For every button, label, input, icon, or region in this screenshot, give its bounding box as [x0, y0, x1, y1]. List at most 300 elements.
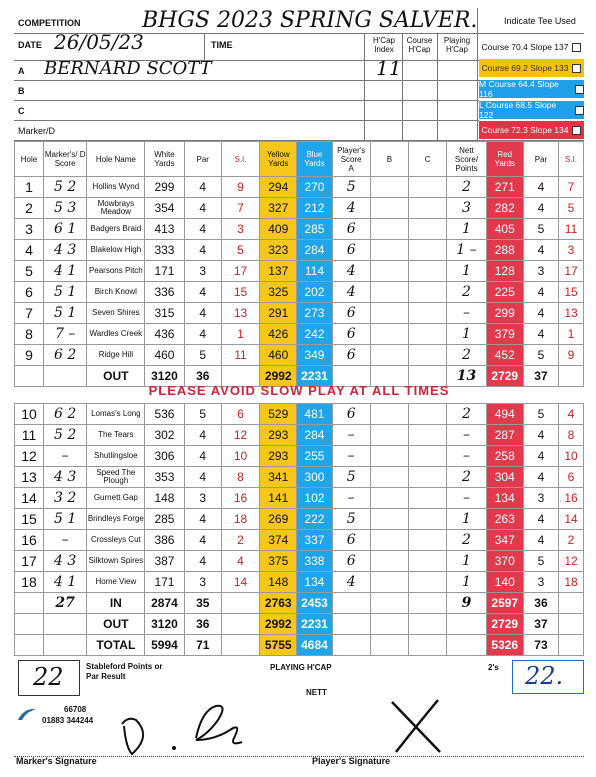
- tee-option-4[interactable]: [479, 121, 584, 139]
- nett-score[interactable]: 1: [447, 551, 486, 572]
- hole-row: [15, 324, 584, 345]
- total-label: OUT: [87, 614, 145, 635]
- yellow-yards: 269: [260, 509, 297, 530]
- date-label: DATE: [18, 40, 42, 50]
- red-yards: 288: [486, 240, 523, 261]
- blue-yards: 134: [297, 572, 332, 593]
- stroke-index-red: 8: [559, 425, 584, 446]
- marker-score[interactable]: 4 1: [43, 261, 86, 282]
- score-b[interactable]: [370, 240, 408, 261]
- tee-label: Course 69.2 Slope 133: [481, 63, 569, 73]
- blue-yards: 300: [297, 467, 332, 488]
- white-yards: 148: [145, 488, 184, 509]
- hcap-index-value: 11: [376, 56, 402, 80]
- hole-number: 11: [15, 425, 44, 446]
- stroke-index: 7: [221, 198, 259, 219]
- yellow-yards: 529: [260, 404, 297, 425]
- stroke-index: 11: [221, 345, 259, 366]
- hole-row: [15, 404, 584, 425]
- hole-number: 6: [15, 282, 44, 303]
- stroke-index: 15: [221, 282, 259, 303]
- total-blue: 4684: [297, 635, 332, 656]
- score-b[interactable]: [370, 404, 408, 425]
- hole-name: Ridge Hill: [87, 345, 145, 366]
- red-yards: 128: [486, 261, 523, 282]
- stroke-index-red: 3: [559, 240, 584, 261]
- col-nett: Nett Score/ Points: [447, 142, 486, 177]
- tee-label: Course 70.4 Slope 137: [481, 42, 569, 52]
- score-a[interactable]: –: [332, 488, 370, 509]
- marker-score[interactable]: –: [43, 530, 86, 551]
- nett-score[interactable]: –: [447, 303, 486, 324]
- blue-yards: 242: [297, 324, 332, 345]
- score-c[interactable]: [409, 303, 447, 324]
- stroke-index-red: 15: [559, 282, 584, 303]
- phone-code: 66708: [64, 705, 87, 714]
- hole-name: Hollins Wynd: [87, 177, 145, 198]
- blue-yards: 284: [297, 425, 332, 446]
- total-marker[interactable]: [43, 614, 86, 635]
- hole-name: Birch Knowl: [87, 282, 145, 303]
- col-si2: S.I.: [559, 142, 584, 177]
- hole-name: Silktown Spires: [87, 551, 145, 572]
- col-si: S.I.: [221, 142, 259, 177]
- tee-option-1[interactable]: [479, 59, 584, 77]
- total-marker[interactable]: 27: [43, 593, 86, 614]
- hole-name: Brindleys Forge: [87, 509, 145, 530]
- yellow-yards: 341: [260, 467, 297, 488]
- marker-score[interactable]: 6 1: [43, 219, 86, 240]
- score-a[interactable]: 4: [332, 572, 370, 593]
- score-a[interactable]: 4: [332, 261, 370, 282]
- marker-score[interactable]: 6 2: [43, 404, 86, 425]
- total-nett[interactable]: [447, 635, 486, 656]
- total-row: [15, 635, 584, 656]
- stroke-index-red: 9: [559, 345, 584, 366]
- playing-hcap-label: Playing H'Cap: [443, 36, 471, 54]
- par-red: 4: [523, 240, 558, 261]
- player-name: BERNARD SCOTT: [44, 58, 212, 79]
- marker-score[interactable]: 5 1: [43, 509, 86, 530]
- col-hole: Hole: [15, 142, 44, 177]
- total-yellow: 2992: [260, 614, 297, 635]
- white-yards: 354: [145, 198, 184, 219]
- marker-score[interactable]: 3 2: [43, 488, 86, 509]
- hole-name: Gurnett Gap: [87, 488, 145, 509]
- twos-box: [512, 660, 584, 694]
- marker-score[interactable]: 4 3: [43, 551, 86, 572]
- nett-score[interactable]: 1: [447, 219, 486, 240]
- nett-score[interactable]: 1: [447, 572, 486, 593]
- marker-score[interactable]: 4 3: [43, 240, 86, 261]
- nett-score[interactable]: 2: [447, 404, 486, 425]
- score-c[interactable]: [409, 282, 447, 303]
- score-c[interactable]: [409, 240, 447, 261]
- score-c[interactable]: [409, 572, 447, 593]
- score-a[interactable]: 6: [332, 530, 370, 551]
- par-red: 4: [523, 530, 558, 551]
- red-yards: 304: [486, 467, 523, 488]
- par: 3: [184, 488, 221, 509]
- hole-name: The Tears: [87, 425, 145, 446]
- white-yards: 353: [145, 467, 184, 488]
- total-yellow: 5755: [260, 635, 297, 656]
- nett-score[interactable]: 2: [447, 530, 486, 551]
- stroke-index-red: 12: [559, 551, 584, 572]
- score-b[interactable]: [370, 198, 408, 219]
- par-red: 5: [523, 404, 558, 425]
- stroke-index-red: 11: [559, 219, 584, 240]
- blue-yards: 102: [297, 488, 332, 509]
- score-b[interactable]: [370, 509, 408, 530]
- tee-label: L Course 68.5 Slope 122: [479, 100, 557, 120]
- marker-score[interactable]: –: [43, 446, 86, 467]
- score-a[interactable]: 6: [332, 240, 370, 261]
- stroke-index: 5: [221, 240, 259, 261]
- hole-row: [15, 509, 584, 530]
- hole-number: 18: [15, 572, 44, 593]
- hole-name: Speed The Plough: [87, 467, 145, 488]
- col-par: Par: [184, 142, 221, 177]
- hole-number: 16: [15, 530, 44, 551]
- front-nine-table: [14, 141, 584, 387]
- red-yards: 494: [486, 404, 523, 425]
- total-par: 35: [184, 593, 221, 614]
- score-b[interactable]: [370, 467, 408, 488]
- yellow-yards: 375: [260, 551, 297, 572]
- stableford-label: Stableford Points or Par Result: [86, 662, 163, 681]
- score-b[interactable]: [370, 530, 408, 551]
- stroke-index-red: 10: [559, 446, 584, 467]
- red-yards: 370: [486, 551, 523, 572]
- phone-number: 01883 344244: [42, 716, 94, 725]
- blue-yards: 202: [297, 282, 332, 303]
- yellow-yards: 325: [260, 282, 297, 303]
- back-nine-table: [14, 403, 584, 656]
- col-par2: Par: [523, 142, 558, 177]
- red-yards: 452: [486, 345, 523, 366]
- tee-checkbox[interactable]: [575, 106, 584, 115]
- blue-yards: 212: [297, 198, 332, 219]
- blue-yards: 114: [297, 261, 332, 282]
- nett-score[interactable]: 2: [447, 282, 486, 303]
- white-yards: 436: [145, 324, 184, 345]
- score-a[interactable]: 5: [332, 509, 370, 530]
- white-yards: 386: [145, 530, 184, 551]
- yellow-yards: 148: [260, 572, 297, 593]
- score-b[interactable]: [370, 446, 408, 467]
- score-c[interactable]: [409, 177, 447, 198]
- competition-value: BHGS 2023 SPRING SALVER.: [142, 8, 478, 33]
- marker-signature-icon: [104, 696, 284, 758]
- blue-yards: 270: [297, 177, 332, 198]
- logo-icon: [16, 706, 38, 724]
- row-a-label: A: [18, 66, 25, 76]
- par: 4: [184, 219, 221, 240]
- score-c[interactable]: [409, 219, 447, 240]
- marker-label: Marker/D: [18, 126, 56, 136]
- score-a[interactable]: 6: [332, 219, 370, 240]
- score-b[interactable]: [370, 488, 408, 509]
- nett-score[interactable]: –: [447, 425, 486, 446]
- col-blue-yards: Blue Yards: [297, 142, 332, 177]
- total-row: [15, 614, 584, 635]
- hole-row: [15, 261, 584, 282]
- score-a[interactable]: 5: [332, 467, 370, 488]
- tee-option-2[interactable]: [479, 80, 584, 98]
- score-b[interactable]: [370, 324, 408, 345]
- tee-checkbox[interactable]: [572, 126, 581, 135]
- stroke-index: 1: [221, 324, 259, 345]
- stroke-index: 2: [221, 530, 259, 551]
- total-par2: 36: [523, 593, 558, 614]
- score-c[interactable]: [409, 425, 447, 446]
- hole-row: [15, 219, 584, 240]
- tee-label: Course 72.3 Slope 134: [481, 125, 569, 135]
- blue-yards: 285: [297, 219, 332, 240]
- stroke-index-red: 2: [559, 530, 584, 551]
- playing-hcap-footer-label: PLAYING H'CAP: [270, 663, 332, 672]
- score-a[interactable]: 6: [332, 324, 370, 345]
- hole-row: [15, 198, 584, 219]
- white-yards: 336: [145, 282, 184, 303]
- hole-row: [15, 303, 584, 324]
- white-yards: 333: [145, 240, 184, 261]
- nett-score[interactable]: –: [447, 446, 486, 467]
- white-yards: 387: [145, 551, 184, 572]
- hole-number: 14: [15, 488, 44, 509]
- par-red: 4: [523, 198, 558, 219]
- total-nett[interactable]: 9: [447, 593, 486, 614]
- red-yards: 263: [486, 509, 523, 530]
- stroke-index: 6: [221, 404, 259, 425]
- stroke-index: 17: [221, 261, 259, 282]
- nett-score[interactable]: 2: [447, 345, 486, 366]
- score-a[interactable]: 4: [332, 282, 370, 303]
- par: 4: [184, 425, 221, 446]
- marker-score[interactable]: 7 –: [43, 324, 86, 345]
- hole-row: [15, 572, 584, 593]
- hole-row: [15, 467, 584, 488]
- score-c[interactable]: [409, 530, 447, 551]
- par-red: 4: [523, 282, 558, 303]
- tee-checkbox[interactable]: [572, 64, 581, 73]
- blue-yards: 481: [297, 404, 332, 425]
- total-nett[interactable]: [447, 614, 486, 635]
- par: 3: [184, 572, 221, 593]
- hole-number: 2: [15, 198, 44, 219]
- out-yellow: 2992: [260, 366, 297, 387]
- par: 4: [184, 530, 221, 551]
- total-red: 2729: [486, 614, 523, 635]
- marker-score[interactable]: 5 2: [43, 177, 86, 198]
- stroke-index-red: 16: [559, 488, 584, 509]
- total-par2: 73: [523, 635, 558, 656]
- score-c[interactable]: [409, 198, 447, 219]
- par: 4: [184, 177, 221, 198]
- white-yards: 171: [145, 261, 184, 282]
- hole-row: [15, 488, 584, 509]
- hole-name: Pearsons Pitch: [87, 261, 145, 282]
- white-yards: 306: [145, 446, 184, 467]
- white-yards: 413: [145, 219, 184, 240]
- hole-number: 12: [15, 446, 44, 467]
- stableford-value: 22: [33, 663, 64, 691]
- stroke-index: 8: [221, 467, 259, 488]
- score-b[interactable]: [370, 345, 408, 366]
- par: 4: [184, 240, 221, 261]
- total-par2: 37: [523, 614, 558, 635]
- score-c[interactable]: [409, 509, 447, 530]
- score-c[interactable]: [409, 404, 447, 425]
- yellow-yards: 291: [260, 303, 297, 324]
- slow-play-banner: PLEASE AVOID SLOW PLAY AT ALL TIMES: [148, 383, 450, 398]
- nett-score[interactable]: 1: [447, 261, 486, 282]
- score-b[interactable]: [370, 572, 408, 593]
- out-red: 2729: [486, 366, 523, 387]
- nett-score[interactable]: 1: [447, 509, 486, 530]
- nett-score[interactable]: 2: [447, 177, 486, 198]
- red-yards: 282: [486, 198, 523, 219]
- score-c[interactable]: [409, 488, 447, 509]
- score-b[interactable]: [370, 177, 408, 198]
- total-yellow: 2763: [260, 593, 297, 614]
- par: 3: [184, 261, 221, 282]
- hole-number: 13: [15, 467, 44, 488]
- competition-label: COMPETITION: [18, 18, 81, 28]
- par-red: 4: [523, 324, 558, 345]
- hole-number: 1: [15, 177, 44, 198]
- yellow-yards: 426: [260, 324, 297, 345]
- twos-label: 2's: [488, 663, 499, 672]
- par-red: 5: [523, 219, 558, 240]
- score-c[interactable]: [409, 551, 447, 572]
- marker-score[interactable]: 5 2: [43, 425, 86, 446]
- blue-yards: 222: [297, 509, 332, 530]
- hole-name: Badgers Braid: [87, 219, 145, 240]
- stroke-index-red: 13: [559, 303, 584, 324]
- score-b[interactable]: [370, 282, 408, 303]
- tee-checkbox[interactable]: [575, 85, 584, 94]
- blue-yards: 273: [297, 303, 332, 324]
- par: 4: [184, 551, 221, 572]
- col-marker-score: Marker's/ D Score: [43, 142, 86, 177]
- score-c[interactable]: [409, 446, 447, 467]
- white-yards: 285: [145, 509, 184, 530]
- par: 5: [184, 404, 221, 425]
- out-par2: 37: [523, 366, 558, 387]
- stroke-index: 4: [221, 551, 259, 572]
- score-b[interactable]: [370, 551, 408, 572]
- blue-yards: 255: [297, 446, 332, 467]
- yellow-yards: 323: [260, 240, 297, 261]
- score-a[interactable]: 6: [332, 303, 370, 324]
- white-yards: 536: [145, 404, 184, 425]
- blue-yards: 338: [297, 551, 332, 572]
- yellow-yards: 374: [260, 530, 297, 551]
- par: 4: [184, 446, 221, 467]
- score-a[interactable]: –: [332, 446, 370, 467]
- out-nett[interactable]: 13: [447, 366, 486, 387]
- hole-name: Blakelow High: [87, 240, 145, 261]
- yellow-yards: 293: [260, 425, 297, 446]
- score-c[interactable]: [409, 324, 447, 345]
- marker-score[interactable]: 4 3: [43, 467, 86, 488]
- par: 4: [184, 282, 221, 303]
- out-blue: 2231: [297, 366, 332, 387]
- par: 4: [184, 198, 221, 219]
- tee-option-0[interactable]: [479, 38, 584, 56]
- score-c[interactable]: [409, 345, 447, 366]
- score-b[interactable]: [370, 425, 408, 446]
- total-blue: 2453: [297, 593, 332, 614]
- nett-score[interactable]: 1: [447, 324, 486, 345]
- col-hole-name: Hole Name: [87, 142, 145, 177]
- nett-score[interactable]: 2: [447, 467, 486, 488]
- marker-score[interactable]: 5 1: [43, 303, 86, 324]
- tee-checkbox[interactable]: [572, 43, 581, 52]
- yellow-yards: 327: [260, 198, 297, 219]
- hole-row: [15, 425, 584, 446]
- indicate-tee-label: Indicate Tee Used: [504, 16, 576, 26]
- score-c[interactable]: [409, 467, 447, 488]
- score-a[interactable]: 6: [332, 551, 370, 572]
- stroke-index: 14: [221, 572, 259, 593]
- stroke-index: 12: [221, 425, 259, 446]
- par: 5: [184, 345, 221, 366]
- marker-score[interactable]: 5 1: [43, 282, 86, 303]
- marker-score[interactable]: 4 1: [43, 572, 86, 593]
- marker-score[interactable]: 6 2: [43, 345, 86, 366]
- score-a[interactable]: 6: [332, 404, 370, 425]
- stroke-index-red: 1: [559, 324, 584, 345]
- stroke-index: 13: [221, 303, 259, 324]
- stroke-index: 16: [221, 488, 259, 509]
- col-score-a: Player's Score A: [332, 142, 370, 177]
- red-yards: 134: [486, 488, 523, 509]
- tee-option-3[interactable]: [479, 101, 584, 119]
- total-marker[interactable]: [43, 635, 86, 656]
- marker-score[interactable]: 5 3: [43, 198, 86, 219]
- score-a[interactable]: –: [332, 425, 370, 446]
- stroke-index-red: 5: [559, 198, 584, 219]
- nett-score[interactable]: 3: [447, 198, 486, 219]
- total-white: 5994: [145, 635, 184, 656]
- score-a[interactable]: 5: [332, 177, 370, 198]
- red-yards: 287: [486, 425, 523, 446]
- stroke-index-red: 14: [559, 509, 584, 530]
- score-a[interactable]: 4: [332, 198, 370, 219]
- nett-score[interactable]: –: [447, 488, 486, 509]
- score-a[interactable]: 6: [332, 345, 370, 366]
- score-b[interactable]: [370, 261, 408, 282]
- blue-yards: 337: [297, 530, 332, 551]
- hole-name: Crossleys Cut: [87, 530, 145, 551]
- total-white: 2874: [145, 593, 184, 614]
- hole-number: 5: [15, 261, 44, 282]
- marker-signature-label: Marker's Signature: [16, 756, 97, 766]
- nett-score[interactable]: 1 –: [447, 240, 486, 261]
- player-signature-icon: [384, 694, 454, 758]
- stroke-index: 9: [221, 177, 259, 198]
- hole-number: 9: [15, 345, 44, 366]
- stroke-index-red: 7: [559, 177, 584, 198]
- score-b[interactable]: [370, 219, 408, 240]
- par-red: 4: [523, 467, 558, 488]
- score-c[interactable]: [409, 261, 447, 282]
- red-yards: 225: [486, 282, 523, 303]
- score-b[interactable]: [370, 303, 408, 324]
